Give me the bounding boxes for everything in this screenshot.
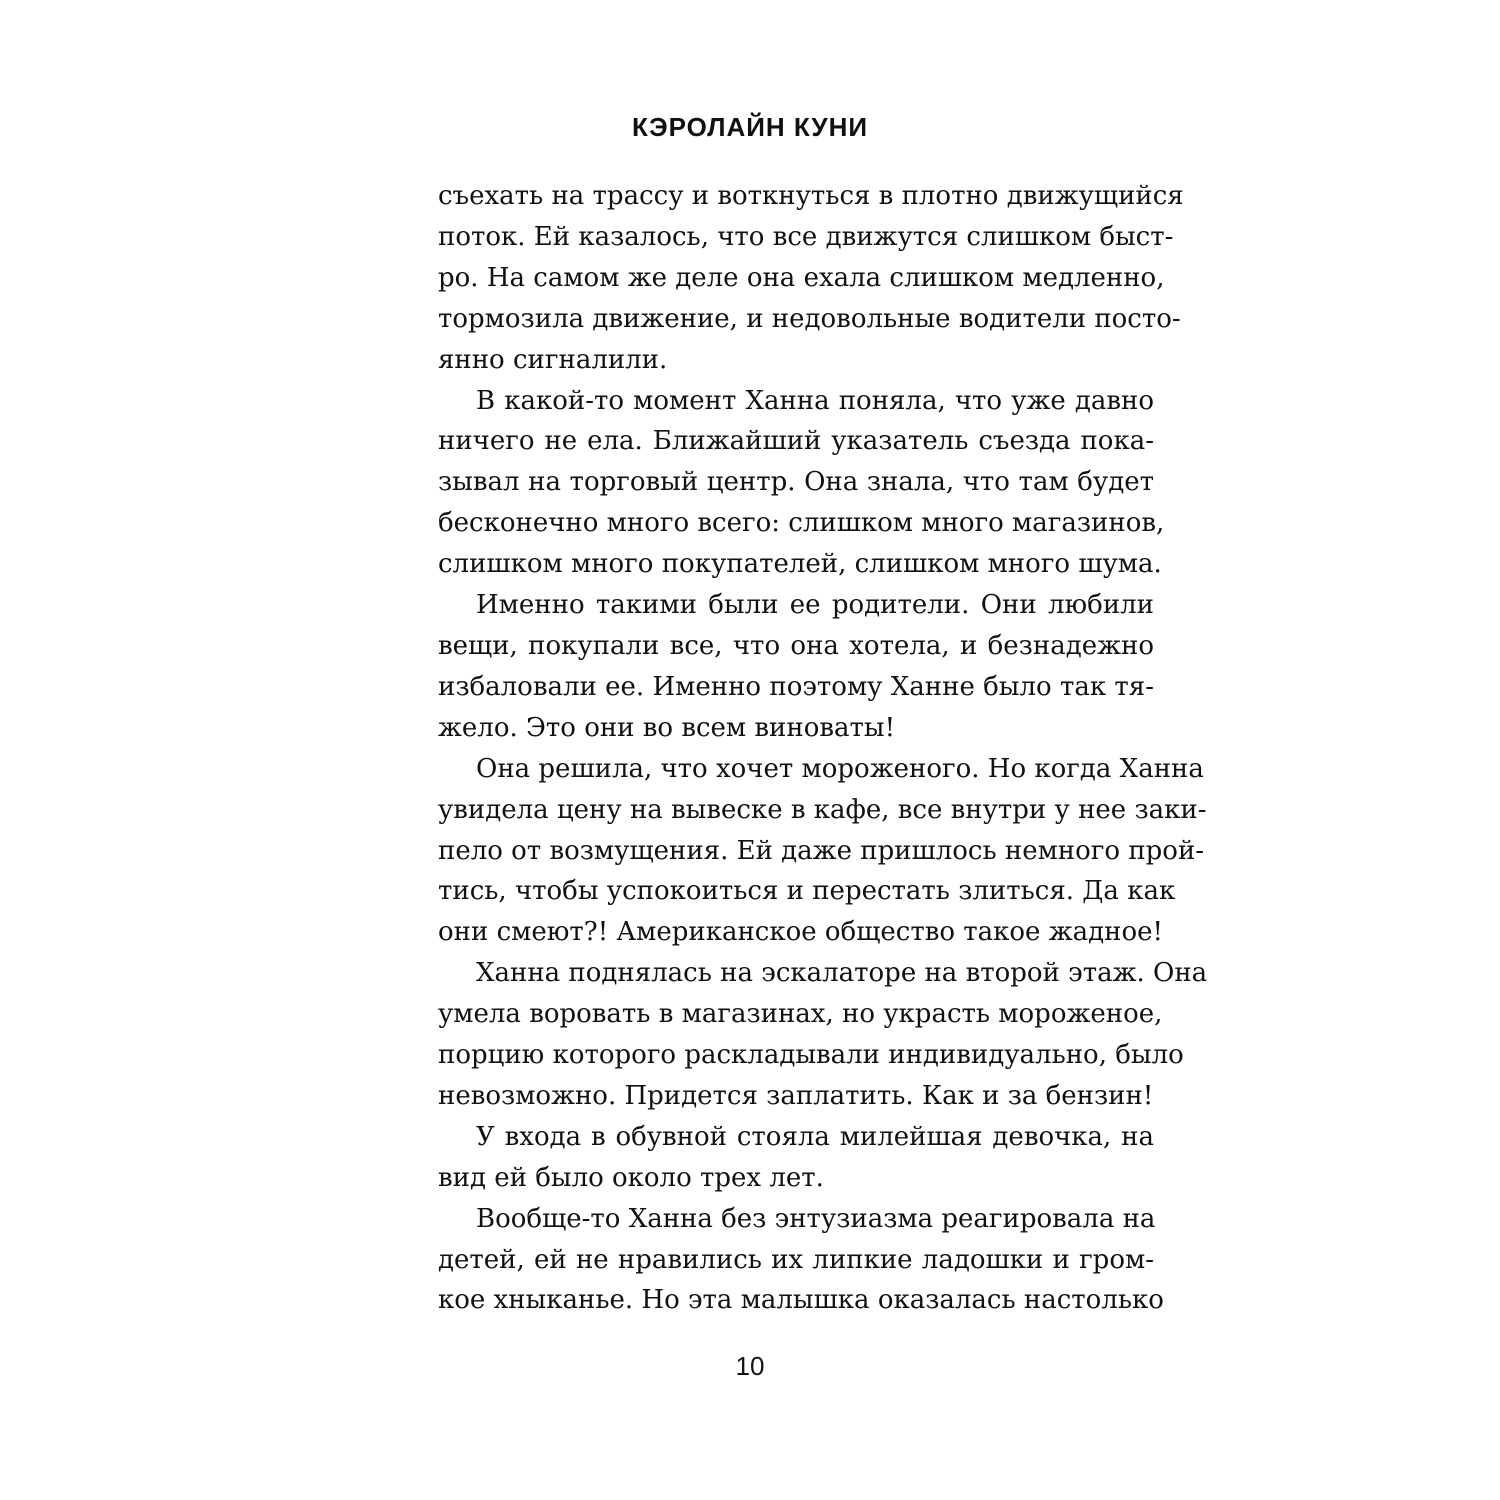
- text-line: зывал на торговый центр. Она знала, что там будет: [438, 467, 1154, 498]
- text-line: невозможно. Придется заплатить. Как и за бензин!: [438, 1080, 1154, 1111]
- running-head-author: КЭРОЛАЙН КУНИ: [631, 112, 869, 142]
- text-line: жело. Это они во всем виноваты!: [438, 712, 896, 743]
- body-text: [438, 176, 1208, 1321]
- page-number: 10: [735, 1351, 765, 1381]
- text-line: бесконечно много всего: слишком много магазинов,: [438, 508, 1165, 539]
- text-line: пело от возмущения. Ей даже пришлось немного прой-: [438, 835, 1205, 866]
- text-line: они смеют?! Американское общество такое жадное!: [438, 917, 1163, 948]
- text-line: слишком много покупателей, слишком много шума.: [438, 549, 1162, 580]
- text-line: Именно такими были ее родители. Они любили: [476, 590, 1154, 621]
- text-line: вещи, покупали все, что она хотела, и безнадежно: [438, 630, 1154, 661]
- text-line: У входа в обувной стояла милейшая девочка, на: [476, 1121, 1154, 1152]
- text-line: вид ей было около трех лет.: [438, 1162, 824, 1193]
- text-line: Ханна поднялась на эскалаторе на второй этаж. Она: [476, 958, 1208, 989]
- text-line: избаловали ее. Именно поэтому Ханне было так тя-: [438, 671, 1154, 702]
- text-line: увидела цену на вывеске в кафе, все внутри у нее заки-: [438, 794, 1207, 825]
- text-line: ничего не ела. Ближайший указатель съезда пока-: [438, 426, 1154, 457]
- text-line: тормозила движение, и недовольные водители посто-: [438, 303, 1181, 334]
- text-line: порцию которого раскладывали индивидуально, было: [438, 1040, 1184, 1071]
- text-line: янно сигналили.: [438, 344, 668, 375]
- text-line: умела воровать в магазинах, но украсть мороженое,: [438, 999, 1163, 1030]
- text-line: детей, ей не нравились их липкие ладошки и гром-: [438, 1244, 1154, 1275]
- text-line: кое хныканье. Но эта малышка оказалась настолько: [438, 1285, 1164, 1316]
- text-line: ро. На самом же деле она ехала слишком медленно,: [438, 262, 1165, 293]
- text-line: поток. Ей казалось, что все движутся слишком быст-: [438, 221, 1174, 252]
- text-line: В какой-то момент Ханна поняла, что уже давно: [476, 385, 1154, 416]
- text-line: Она решила, что хочет мороженого. Но когда Ханна: [476, 753, 1204, 784]
- text-line: съехать на трассу и воткнуться в плотно движущийся: [438, 181, 1184, 211]
- text-line: Вообще-то Ханна без энтузиазма реагировала на: [476, 1203, 1156, 1234]
- text-line: тись, чтобы успокоиться и перестать злиться. Да как: [438, 876, 1176, 907]
